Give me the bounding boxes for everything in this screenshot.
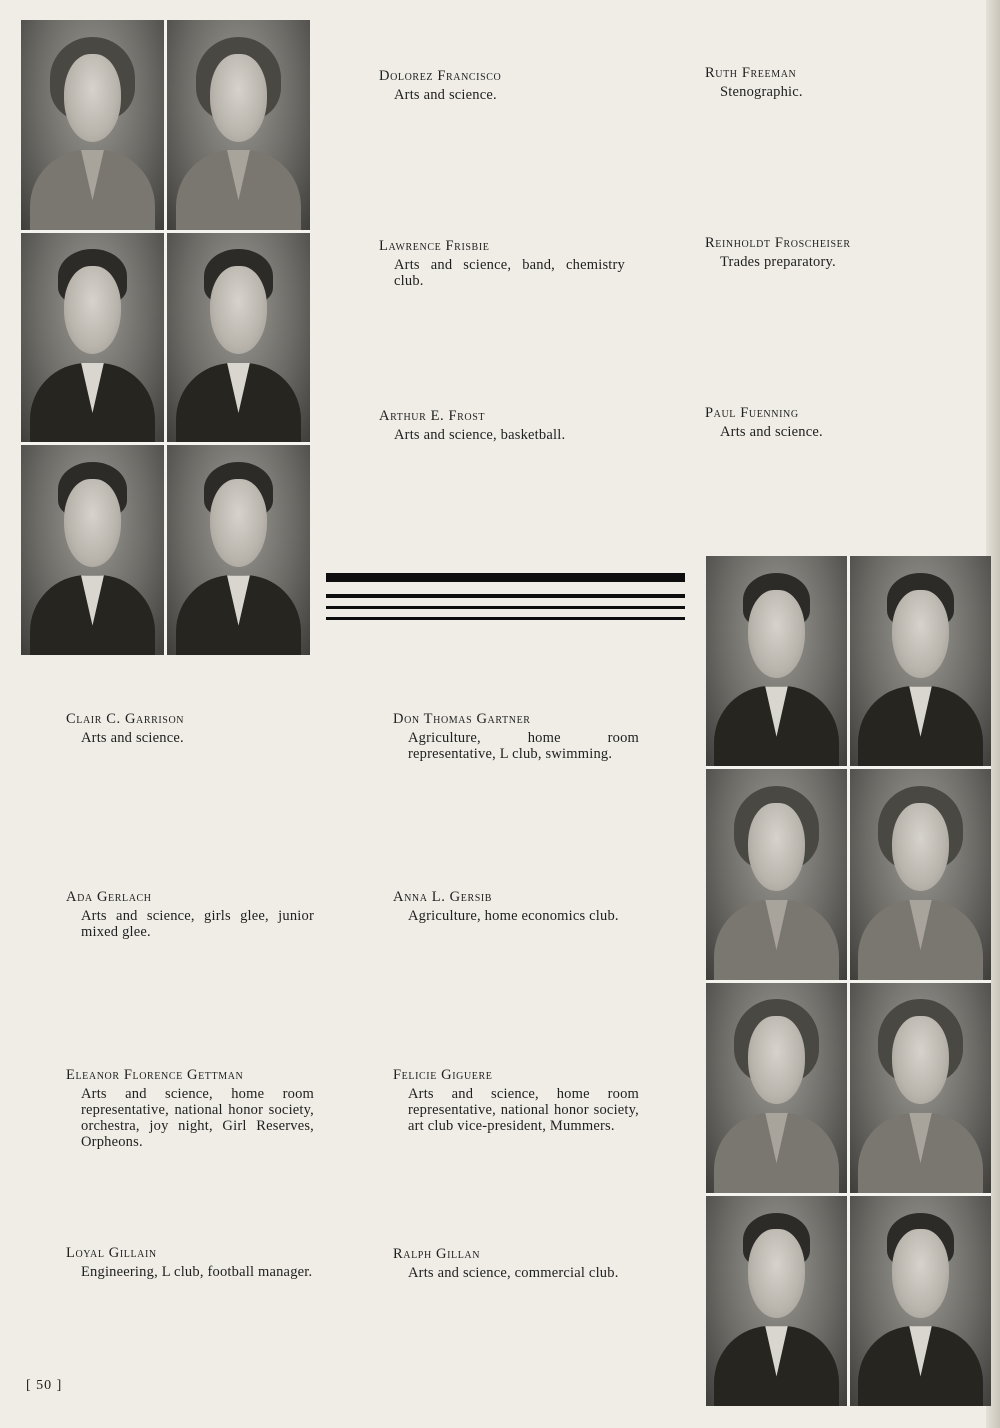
student-description: Agriculture, home economics club. [408,908,619,924]
student-description: Trades preparatory. [720,254,836,270]
portrait-photo-icon [706,983,847,1193]
portrait-photo-icon [167,233,310,443]
student-name: Ada Gerlach [66,889,152,905]
student-description: Arts and science. [81,730,184,746]
student-description: Stenographic. [720,84,803,100]
student-description: Engineering, L club, football manager. [81,1264,313,1280]
student-entry [393,1246,639,1281]
portrait-photo-icon [167,20,310,230]
portrait-photo-icon [850,556,991,766]
student-entry [393,711,639,762]
page-number: [ 50 ] [26,1378,63,1393]
student-name: Eleanor Florence Gettman [66,1067,244,1083]
student-description: Agriculture, home room representative, L club, swimming. [408,730,639,762]
student-description: Arts and science, band, chemistry club. [394,257,625,289]
portrait-photo-icon [850,1196,991,1406]
student-description: Arts and science. [720,424,823,440]
student-name: Paul Fuenning [705,405,799,421]
portrait-photo-icon [706,1196,847,1406]
student-description: Arts and science, girls glee, junior mixed glee. [81,908,314,940]
portrait-photo-icon [21,445,164,655]
student-entry [379,238,625,289]
student-entry [66,1067,314,1150]
student-name: Felicie Giguere [393,1067,493,1083]
student-entry [705,235,965,270]
rule-line [326,606,685,609]
student-entry [66,711,316,746]
student-description: Arts and science, home room representative, national honor society, art club vice-president, Mummers. [408,1086,639,1134]
student-name: Ruth Freeman [705,65,797,81]
photo-grid-right [706,556,991,1406]
student-description: Arts and science, basketball. [394,427,566,443]
portrait-photo-icon [21,20,164,230]
rule-line [326,594,685,598]
student-entry [66,889,314,940]
student-entry [379,408,639,443]
student-description: Arts and science, home room representative, national honor society, orchestra, joy night, Girl Reserves, Orpheons. [81,1086,314,1150]
student-description: Arts and science, commercial club. [408,1265,619,1281]
student-name: Loyal Gillain [66,1245,157,1261]
student-name: Ralph Gillan [393,1246,481,1262]
rule-line [326,573,685,582]
portrait-photo-icon [21,233,164,443]
student-entry [705,405,965,440]
student-name: Reinholdt Froscheiser [705,235,851,251]
student-entry [705,65,965,100]
student-name: Anna L. Gersib [393,889,493,905]
rule-line [326,617,685,620]
portrait-photo-icon [706,769,847,979]
student-entry [393,889,663,924]
student-name: Clair C. Garrison [66,711,185,727]
portrait-photo-icon [706,556,847,766]
student-entry [66,1245,314,1280]
portrait-photo-icon [850,769,991,979]
student-name: Arthur E. Frost [379,408,486,424]
portrait-photo-icon [850,983,991,1193]
student-entry [379,68,639,103]
decorative-rules [326,573,685,621]
photo-grid-left [21,20,310,655]
student-name: Lawrence Frisbie [379,238,490,254]
student-entry [393,1067,639,1134]
student-description: Arts and science. [394,87,497,103]
student-name: Don Thomas Gartner [393,711,531,727]
student-name: Dolorez Francisco [379,68,502,84]
portrait-photo-icon [167,445,310,655]
